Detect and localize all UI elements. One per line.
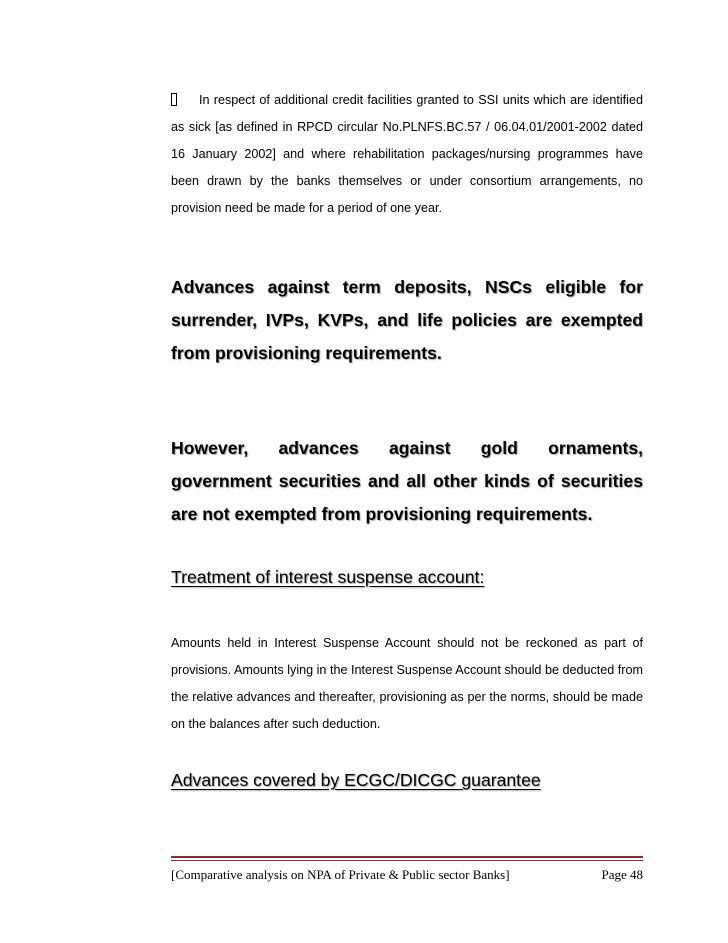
not-exempted-heading: However, advances against gold ornaments, government securities and all other kinds of securities are not exempted from provisioning requirements. — [171, 438, 643, 524]
ecgc-heading: Advances covered by ECGC/DICGC guarantee — [171, 770, 541, 790]
footer-divider — [171, 856, 643, 858]
page-number: Page 48 — [601, 867, 643, 882]
interest-suspense-heading: Treatment of interest suspense account: — [171, 567, 485, 587]
footer-divider-thin — [171, 860, 643, 861]
footer-title: [Comparative analysis on NPA of Private & Public sector Banks] — [171, 867, 510, 882]
bullet-box-icon — [171, 93, 177, 106]
interest-suspense-body: Amounts held in Interest Suspense Account should not be reckoned as part of provisions. Amounts lying in the Interest Suspense Account should be deducted from the relative advances and thereafter, provisioning as per the norms, should be made on the balances after such deduction. — [171, 636, 643, 731]
bullet-paragraph — [171, 87, 643, 222]
bullet-paragraph-text: In respect of additional credit facilities granted to SSI units which are identified as sick [as defined in RPCD circular No.PLNFS.BC.57 / 06.04.01/2001-2002 dated 16 January 2002] and where rehabilitation packages/nursing programmes have been drawn by the banks themselves or under consortium arrangements, no provision need be made for a period of one year. — [171, 93, 643, 215]
page-footer — [171, 866, 643, 884]
exempted-heading: Advances against term deposits, NSCs eligible for surrender, IVPs, KVPs, and life policies are exempted from provisioning requirements. — [171, 277, 643, 363]
